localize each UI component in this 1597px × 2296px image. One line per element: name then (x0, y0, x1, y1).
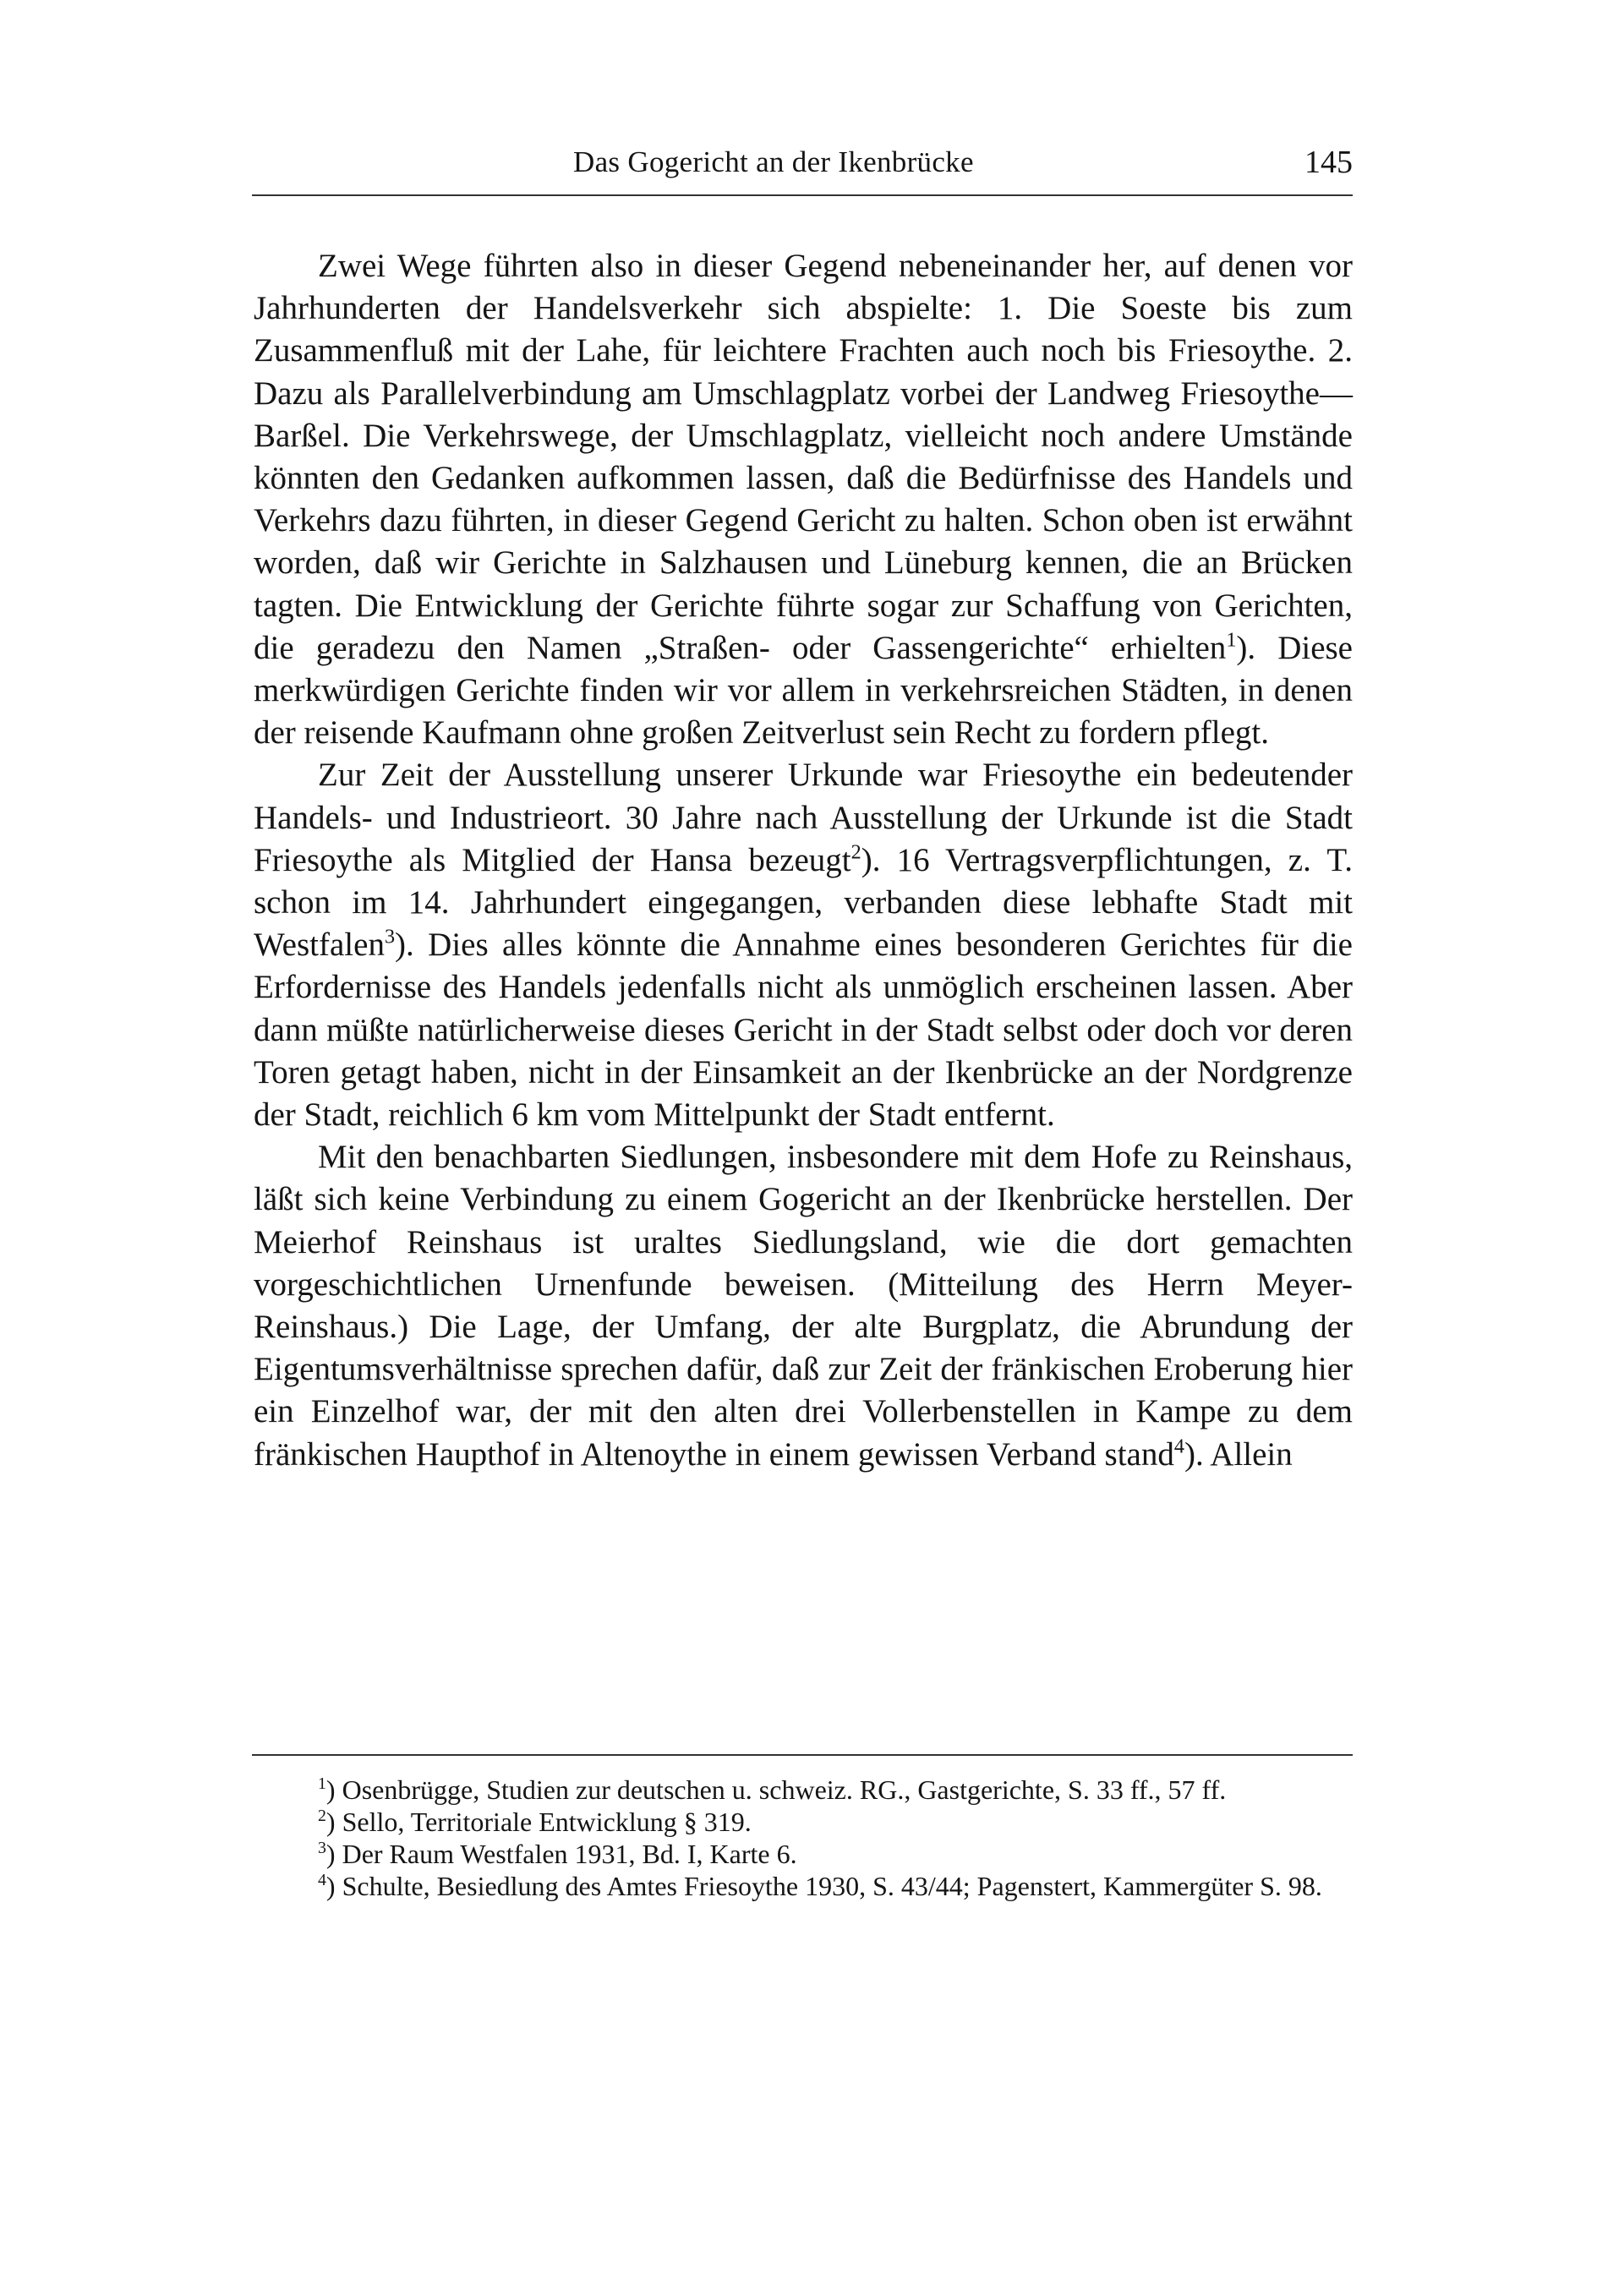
footnote-marker: 3 (318, 1839, 326, 1858)
footnote-marker: 3 (384, 925, 396, 948)
page-header (254, 135, 1353, 186)
footnote-marker: 1 (318, 1774, 326, 1794)
running-title: Das Gogericht an der Ikenbrücke (573, 145, 974, 178)
footnotes (254, 1774, 1353, 1902)
footnote-marker: 1 (1226, 628, 1237, 652)
footnote-marker: 4 (1173, 1435, 1184, 1458)
header-rule (252, 194, 1353, 196)
footnote-marker: 2 (850, 840, 861, 864)
paragraph: Mit den benachbarten Siedlungen, insbesondere mit dem Hofe zu Reinshaus, läßt sich keine Verbindung zu einem Gogericht an der Ikenbrücke herstellen. Der Meierhof Reinshaus ist uraltes Siedlungsland, wie die dort gemachten vorgeschichtlichen Urnenfunde beweisen. (Mitteilung des Herrn Meyer-Reinshaus.) Die Lage, der Umfang, der alte Burgplatz, die Abrundung der Eigentumsverhältnisse sprechen dafür, daß zur Zeit der fränkischen Eroberung hier ein Einzelhof war, der mit den alten drei Vollerbenstellen in Kampe zu dem fränkischen Haupthof in Altenoythe in einem gewissen Verband stand$^4$). Allein (254, 1139, 1353, 1473)
paragraph: Zwei Wege führten also in dieser Gegend nebeneinander her, auf denen vor Jahrhunderten der Handelsverkehr sich abspielte: 1. Die Soeste bis zum Zusammenfluß mit der Lahe, für leichtere Frachten auch noch bis Friesoythe. 2. Dazu als Parallelverbindung am Umschlagplatz vorbei der Landweg Friesoythe—Barßel. Die Verkehrswege, der Umschlagplatz, vielleicht noch andere Umstände könnten den Gedanken aufkommen lassen, daß die Bedürfnisse des Handels und Verkehrs dazu führten, in dieser Gegend Gericht zu halten. Schon oben ist erwähnt worden, daß wir Gerichte in Salzhausen und Lüneburg kennen, die an Brücken tagten. Die Entwicklung der Gerichte führte sogar zur Schaffung von Gerichten, die geradezu den Namen „Straßen- oder Gassengerichte“ erhielten$^1$). Diese merkwürdigen Gerichte finden wir vor allem in verkehrsreichen Städten, in denen der reisende Kaufmann ohne großen Zeitverlust sein Recht zu fordern pflegt. (254, 248, 1353, 752)
footnote: $^1$) Osenbrügge, Studien zur deutschen u. schweiz. RG., Gastgerichte, S. 33 ff., 57 ff. (318, 1774, 1227, 1805)
footnote-marker: 2 (318, 1807, 326, 1826)
body-text (254, 245, 1353, 1476)
page-number: 145 (1304, 145, 1353, 180)
footnote-marker: 4 (318, 1871, 326, 1890)
paragraph: Zur Zeit der Ausstellung unserer Urkunde war Friesoythe ein bedeutender Handels- und Industrieort. 30 Jahre nach Ausstellung der Urkunde ist die Stadt Friesoythe als Mitglied der Hansa bezeugt$^2$). 16 Vertragsverpflichtungen, z. T. schon im 14. Jahrhundert eingegangen, verbanden diese lebhafte Stadt mit Westfalen$^3$). Dies alles könnte die Annahme eines besonderen Gerichtes für die Erfordernisse des Handels jedenfalls nicht als unmöglich erscheinen lassen. Aber dann müßte natürlicherweise dieses Gericht in der Stadt selbst oder doch vor deren Toren getagt haben, nicht in der Einsamkeit an der Ikenbrücke an der Nordgrenze der Stadt, reichlich 6 km vom Mittelpunkt der Stadt entfernt. (254, 757, 1353, 1134)
footnote: $^2$) Sello, Territoriale Entwicklung § 319. (318, 1807, 752, 1837)
footnote: $^3$) Der Raum Westfalen 1931, Bd. I, Karte 6. (318, 1839, 797, 1869)
footnote-rule (252, 1754, 1353, 1756)
footnote: $^4$) Schulte, Besiedlung des Amtes Friesoythe 1930, S. 43/44; Pagenstert, Kammergüter S. 98. (318, 1871, 1322, 1901)
